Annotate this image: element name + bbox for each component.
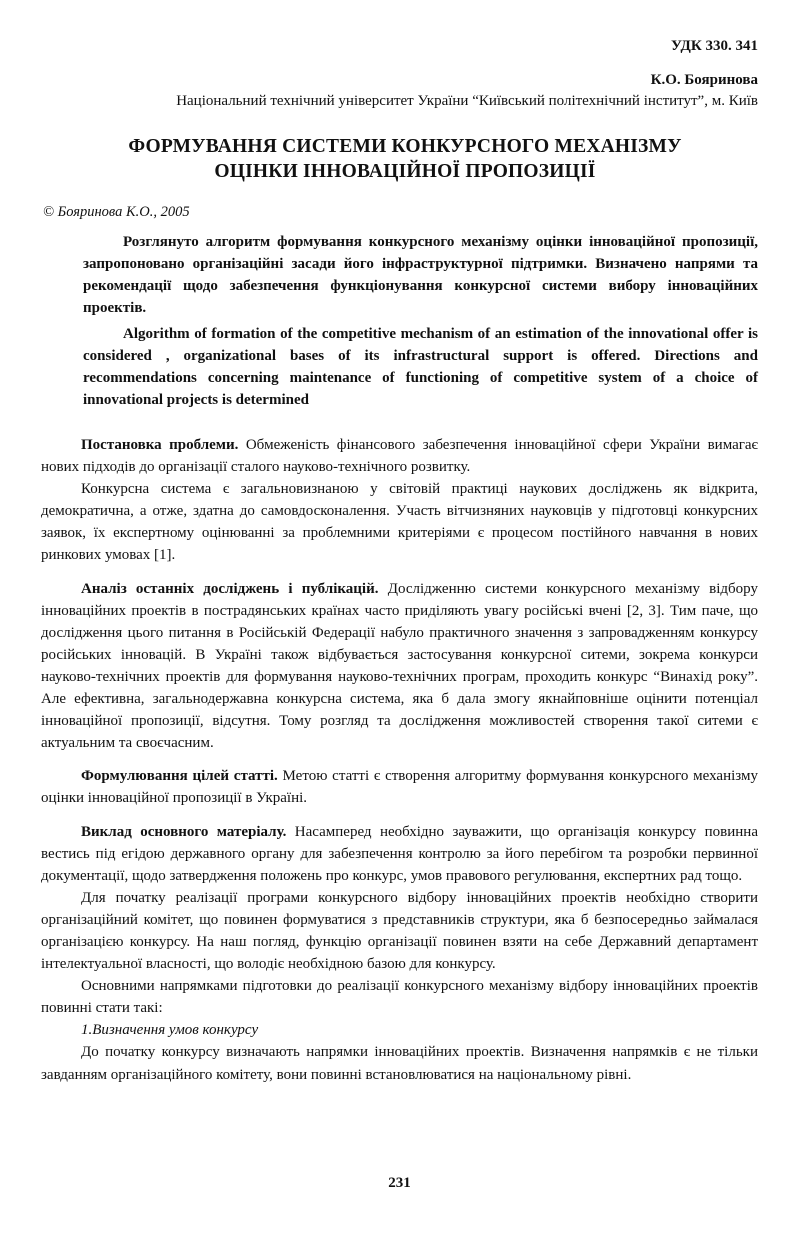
page-number: 231 — [388, 1175, 411, 1191]
paragraph-article-goals — [41, 765, 758, 809]
section-heading: Аналіз останніх досліджень і публікацій. — [81, 580, 379, 597]
section-heading: Постановка проблеми. — [81, 437, 239, 453]
author-name: К.О. Бояринова — [650, 72, 758, 88]
paragraph-competitive-system: Конкурсна система є загальновизнаною у світовій практиці наукових досліджень як відкрита, демократична, а отже, здатна до самовдосконалення. Участь вітчизняних науковців у підготовці конкурсних заявок, їх експертному оцінюванні за проблемними критеріями є процесом постійного навчання в нових ринкових умовах [1]. — [41, 481, 758, 564]
paragraph-problem-statement — [41, 434, 758, 478]
copyright-notice: © Бояринова К.О., 2005 — [43, 204, 190, 220]
title-line-1: ФОРМУВАННЯ СИСТЕМИ КОНКУРСНОГО МЕХАНІЗМУ — [128, 136, 682, 157]
author-affiliation: Національний технічний університет України “Київський політехнічний інститут”, м. Київ — [176, 93, 758, 109]
paragraph-main-material — [41, 821, 758, 887]
paragraph-text: Метою статті є створення алгоритму формування конкурсного механізму оцінки інноваційної пропозиції в Україні. — [41, 768, 758, 807]
title-line-2: ОЦІНКИ ІННОВАЦІЙНОЇ ПРОПОЗИЦІЇ — [214, 161, 596, 182]
paragraph-literature-review — [41, 578, 758, 755]
paragraph-main-directions: Основними напрямками підготовки до реалізації конкурсного механізму відбору інноваційних проектів повинні стати такі: — [41, 978, 758, 1017]
subheading: 1.Визначення умов конкурсу — [81, 1022, 259, 1039]
paragraph-text: Насамперед необхідно зауважити, що організація конкурсу повинна вестись під егідою державного органу для забезпечення контролю за його перебігом та розробки первинної документації, щодо затвердження положень про конкурс, умов правового регулювання, експертних рад тощо. — [41, 823, 758, 884]
abstract-ukrainian: Розглянуто алгоритм формування конкурсного механізму оцінки інноваційної пропозиції, запропоновано організаційні засади його інфраструктурної підтримки. Визначено напрями та рекомендації щодо забезпечення функціонування конкурсної системи вибору інноваційних проектів. — [83, 234, 758, 316]
paragraph-text: Дослідженню системи конкурсного механізму відбору інноваційних проектів в пострадянських країнах часто приділяють увагу російські вчені [2, 3]. Тим паче, що дослідження цього питання в Російській Федерації набуло практичного значення з запровадженням конкурсу російських інновацій. В Україні також відбувається застосування конкурсної ситеми, зокрема конкурси науково-технічних проектів для формування науково-технічних програм, проходить конкурс “Винахід року”. Але ефективна, загальнодержавна конкурсна система, яка б дала змогу якнайповніше оцінити потенціал інноваційної пропозиції, відсутня. Тому розгляд та дослідження можливостей створення такої ситеми є актуальним та своєчасним. — [41, 580, 758, 752]
article-title — [60, 134, 750, 184]
abstract-english: Algorithm of formation of the competitive mechanism of an estimation of the innovational offer is considered , organizational bases of its infrastructural support is offered. Directions and recommendations concerning maintenance of functioning of competitive system of a choice of innovational projects is determined — [83, 326, 758, 408]
section-heading: Виклад основного матеріалу. — [81, 823, 287, 840]
paragraph-project-directions: До початку конкурсу визначають напрямки інноваційних проектів. Визначення напрямків є не тільки завданням організаційного комітету, вони повинні встановлюватися на національному рівні. — [41, 1044, 758, 1083]
paragraph-text: Обмеженість фінансового забезпечення інноваційної сфери України вимагає нових підходів до організації сталого науково-технічного розвитку. — [41, 437, 758, 476]
article-body — [41, 434, 758, 1086]
udk-code: УДК 330. 341 — [671, 38, 758, 54]
paragraph-organizing-committee: Для початку реалізації програми конкурсного відбору інноваційних проектів необхідно створити організаційний комітет, що повинен формуватися з представників структури, яка б безпосередньо займалася організацією конкурсу. На наш погляд, функцію організації повинен взяти на себе Державний департамент інтелектуальної власності, що володіє необхідною базою для конкурсу. — [41, 889, 758, 973]
list-item-contest-conditions — [41, 1019, 758, 1041]
section-heading: Формулювання цілей статті. — [81, 768, 278, 785]
